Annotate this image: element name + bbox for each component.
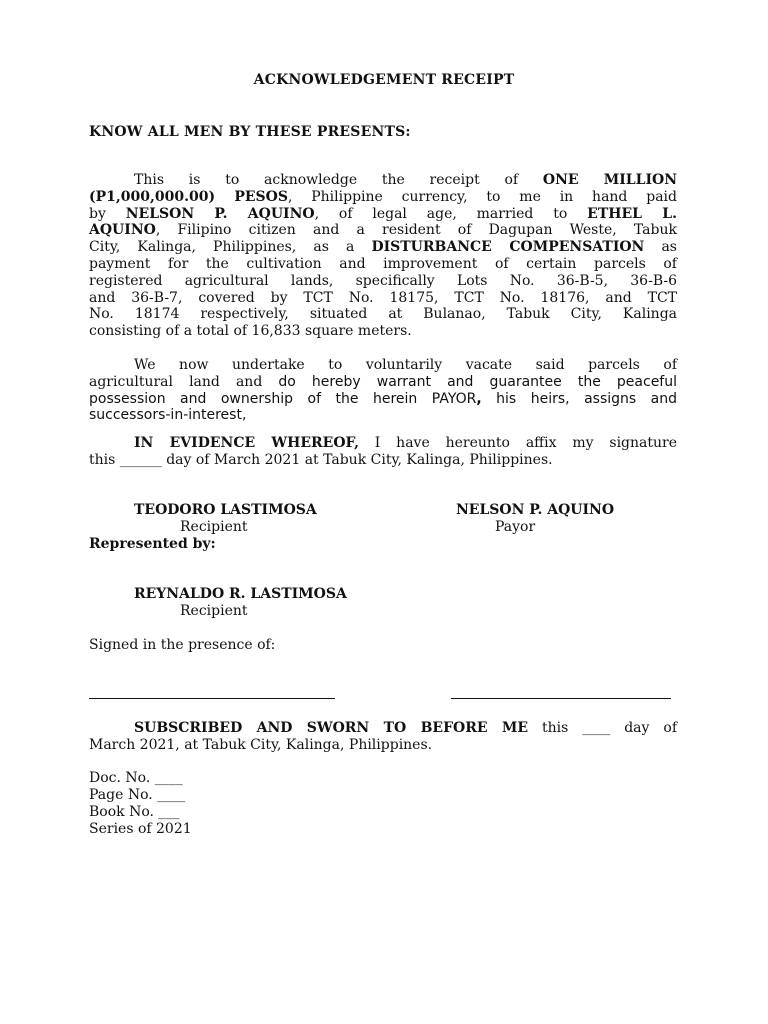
paragraph-line: and 36-B-7, covered by TCT No. 18175, TCT No. 18176, and TCT — [89, 289, 677, 306]
payor-name: NELSON P. AQUINO — [456, 502, 615, 518]
book-number: Book No. ___ — [89, 804, 180, 820]
paragraph-line: this ______ day of March 2021 at Tabuk City, Kalinga, Philippines. — [89, 451, 553, 468]
undertaking-paragraph — [89, 357, 677, 424]
paragraph-line: registered agricultural lands, specifically Lots No. 36-B-5, 36-B-6 — [89, 272, 677, 289]
page-number: Page No. ____ — [89, 787, 186, 803]
notarial-details — [89, 770, 192, 838]
paragraph-line: (P1,000,000.00) PESOS, Philippine currency, to me in hand paid — [89, 188, 677, 205]
recipient-role: Recipient — [180, 519, 248, 535]
payor-role: Payor — [495, 519, 536, 535]
paragraph-line: AQUINO, Filipino citizen and a resident of Dagupan Weste, Tabuk — [89, 222, 677, 239]
paragraph-line: This is to acknowledge the receipt of ONE MILLION — [134, 172, 678, 188]
represented-by-label: Represented by: — [89, 536, 216, 552]
paragraph-line: March 2021, at Tabuk City, Kalinga, Philippines. — [89, 736, 433, 753]
paragraph-line: payment for the cultivation and improvement of certain parcels of — [89, 255, 677, 272]
paragraph-line: We now undertake to voluntarily vacate said parcels of — [134, 357, 677, 373]
witness-signature-line — [89, 698, 335, 699]
series-year: Series of 2021 — [89, 821, 192, 837]
paragraph-line: No. 18174 respectively, situated at Bulanao, Tabuk City, Kalinga — [89, 306, 677, 323]
document-title: ACKNOWLEDGEMENT RECEIPT — [253, 72, 515, 88]
opening-clause: KNOW ALL MEN BY THESE PRESENTS: — [89, 124, 411, 140]
paragraph-line: possession and ownership of the herein PAYOR, his heirs, assigns and — [89, 390, 677, 407]
paragraph-line: by NELSON P. AQUINO, of legal age, married to ETHEL L. — [89, 205, 677, 222]
paragraph-line: agricultural land and do hereby warrant and guarantee the peaceful — [89, 373, 677, 390]
witness-signature-line — [451, 698, 671, 699]
evidence-paragraph — [89, 435, 677, 469]
paragraph-line: City, Kalinga, Philippines, as a DISTURBANCE COMPENSATION as — [89, 239, 677, 256]
paragraph-line: SUBSCRIBED AND SWORN TO BEFORE ME this ____ day of — [134, 720, 677, 736]
paragraph-line: successors-in-interest, — [89, 407, 247, 424]
witness-label: Signed in the presence of: — [89, 637, 276, 653]
paragraph-line: consisting of a total of 16,833 square meters. — [89, 323, 412, 340]
jurat-paragraph — [89, 720, 677, 754]
doc-number: Doc. No. ____ — [89, 770, 183, 786]
recipient-name: TEODORO LASTIMOSA — [134, 502, 317, 518]
representative-role: Recipient — [180, 603, 248, 619]
representative-name: REYNALDO R. LASTIMOSA — [134, 586, 347, 602]
receipt-paragraph — [89, 172, 677, 340]
paragraph-line: IN EVIDENCE WHEREOF, I have hereunto affix my signature — [134, 435, 677, 451]
